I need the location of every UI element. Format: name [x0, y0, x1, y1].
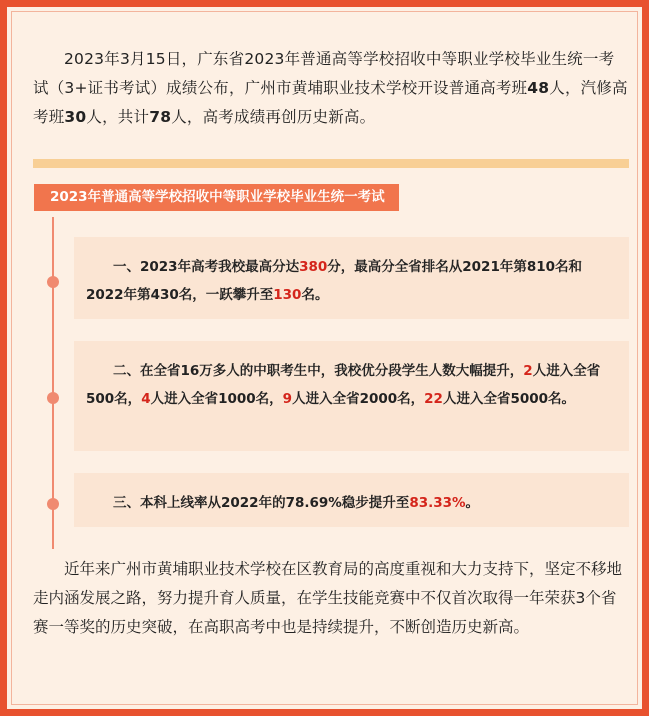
card-text: 二、在全省16万多人的中职考生中，我校优分段学生人数大幅提升， [113, 363, 524, 379]
highlight-value: 4 [141, 391, 151, 407]
intro-text: 人，汽修高考班 [33, 79, 628, 126]
divider-band [33, 159, 629, 168]
highlight-card-3 [74, 473, 629, 527]
card-text: 分，最高分全省排名从2021年第810名和2022年第430名，一跃攀升至 [86, 259, 583, 303]
highlight-card-1 [74, 237, 629, 319]
closing-paragraph: 近年来广州市黄埔职业技术学校在区教育局的高度重视和大力支持下，坚定不移地走内涵发展之路，努力提升育人质量，在学生技能竞赛中不仅首次取得一年荣获3个省赛一等奖的历史突破，在高职高考中也是持续提升，不断创造历史新高。 [33, 560, 623, 636]
highlight-value: 2 [523, 363, 533, 379]
count-general-class: 48 [527, 79, 550, 97]
card-text: 。 [465, 495, 480, 511]
timeline-dot [47, 276, 59, 288]
highlight-value: 22 [424, 391, 443, 407]
timeline-dot [47, 392, 59, 404]
intro-text: 2023年3月15日，广东省2023年普通高等学校招收中等职业学校毕业生统一考试（3+证书考试）成绩公布，广州市黄埔职业技术学校开设普通高考班 [33, 50, 615, 97]
highlight-value: 9 [282, 391, 293, 407]
timeline-dot [47, 498, 59, 510]
highlight-value: 130 [273, 287, 302, 303]
highlight-card-2 [74, 341, 629, 451]
card-text: 名。 [301, 287, 329, 303]
intro-paragraph [33, 45, 629, 132]
card-text: 人进入全省2000名， [292, 391, 425, 407]
card-text: 人进入全省5000名。 [442, 391, 576, 407]
section-heading: 2023年普通高等学校招收中等职业学校毕业生统一考试 [34, 184, 399, 211]
highlight-value: 83.33% [409, 495, 466, 511]
card-text: 三、本科上线率从2022年的78.69%稳步提升至 [113, 495, 410, 511]
intro-text: 人，共计 [86, 108, 150, 126]
highlight-value: 380 [299, 259, 328, 275]
card-text: 人进入全省500名， [86, 363, 601, 407]
intro-text: 人，高考成绩再创历史新高。 [171, 108, 376, 126]
count-auto-class: 30 [64, 108, 87, 126]
count-total: 78 [149, 108, 172, 126]
card-text: 人进入全省1000名， [150, 391, 283, 407]
card-text: 一、2023年高考我校最高分达 [113, 259, 300, 275]
